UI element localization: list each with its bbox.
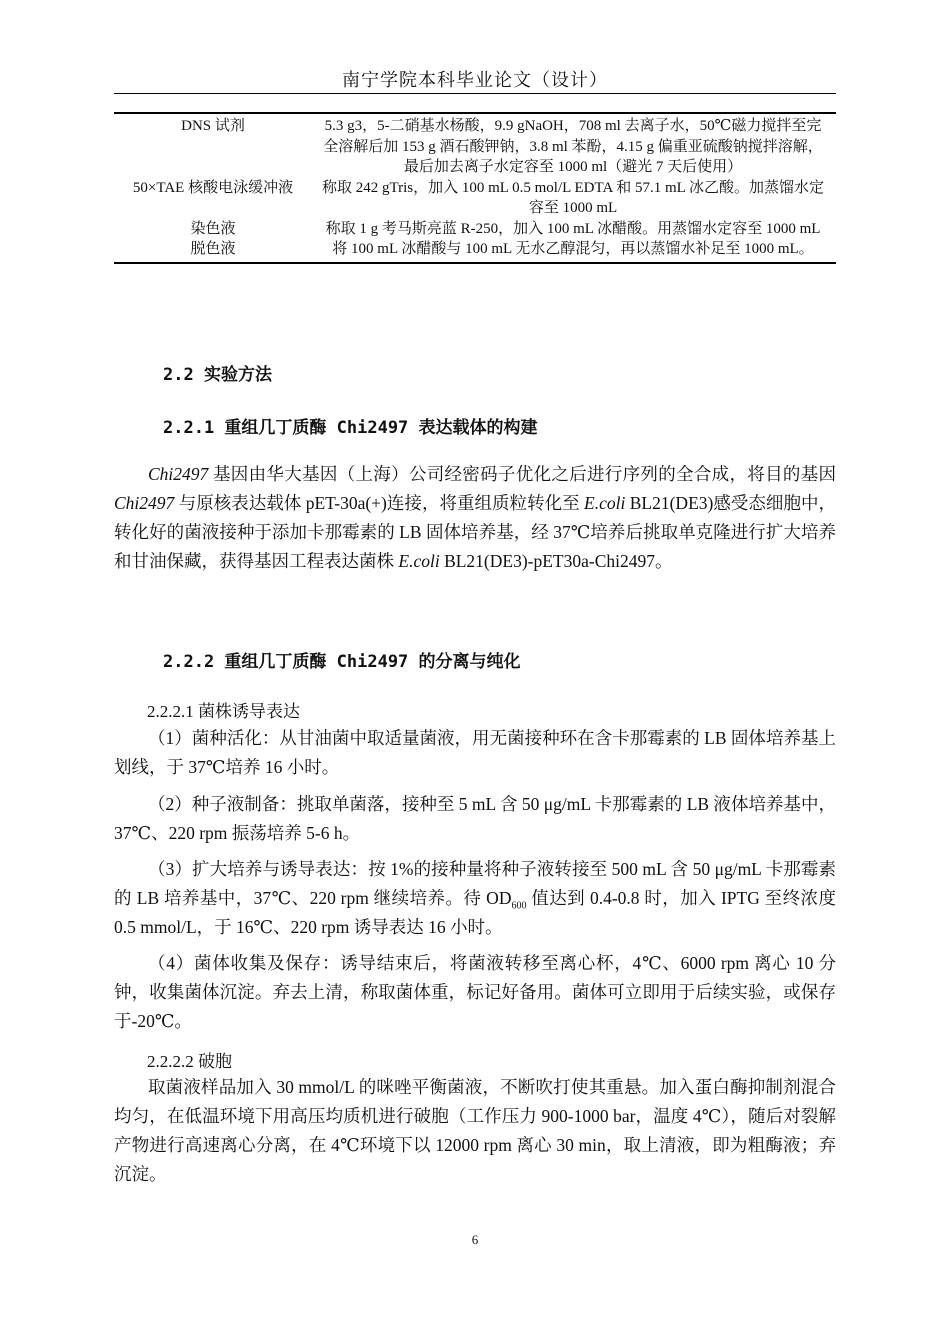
reagent-name: 染色液 (190, 220, 236, 237)
page-header-title: 南宁学院本科毕业论文（设计） (342, 70, 608, 90)
reagent-name: 50×TAE 核酸电泳缓冲液 (132, 179, 294, 196)
gene-name: Chi2497 (114, 493, 175, 513)
reagent-recipe: 5.3 g3，5-二硝基水杨酸，9.9 gNaOH，708 ml 去离子水，50℃磁力搅拌至完全溶解后加 153 g 酒石酸钾钠，3.8 ml 苯酚，4.15 g 偏重亚硫酸钠搅拌溶解，最后加去离子水定容至 1000 ml（避光 7 天后使用） (323, 118, 823, 175)
species-name: E.coli (584, 493, 626, 513)
reagent-name: DNS 试剂 (181, 118, 245, 134)
table-row (114, 113, 836, 178)
species-name: E.coli (398, 551, 440, 571)
paragraph-step-4: （4）菌体收集及保存：诱导结束后，将菌液转移至离心杯，4℃、6000 rpm 离心 10 分钟，收集菌体沉淀。弃去上清，称取菌体重，标记好备用。菌体可立即用于后续实验，或保存于-20℃。 (114, 953, 836, 1031)
table-row (114, 219, 836, 240)
section-heading-2-2: 2.2 实验方法 (163, 365, 272, 385)
paragraph-vector-construction: Chi2497 基因由华大基因（上海）公司经密码子优化之后进行序列的全合成，将目的基因 Chi2497 与原核表达载体 pET-30a(+)连接，将重组质粒转化至 E.coli BL21(DE3)感受态细胞中，转化好的菌液接种于添加卡那霉素的 LB 固体培养基，经 37℃培养后挑取单克隆进行扩大培养和甘油保藏，获得基因工程表达菌株 E.coli BL21(DE3)-pET30a-Chi2497。 (114, 464, 836, 571)
table-row (114, 178, 836, 219)
reagent-recipe: 称取 242 gTris，加入 100 mL 0.5 mol/L EDTA 和 57.1 mL 冰乙酸。加蒸馏水定容至 1000 mL (321, 179, 824, 216)
reagent-table (114, 112, 836, 264)
subsection-heading-2-2-2-1: 2.2.2.1 菌株诱导表达 (147, 702, 300, 721)
table-row (114, 239, 836, 263)
paragraph-step-1: （1）菌种活化：从甘油菌中取适量菌液，用无菌接种环在含卡那霉素的 LB 固体培养基上划线，于 37℃培养 16 小时。 (114, 728, 836, 777)
paragraph-step-3: （3）扩大培养与诱导表达：按 1%的接种量将种子液转接至 500 mL 含 50 μg/mL 卡那霉素的 LB 培养基中，37℃、220 rpm 继续培养。待 $OD_{600}$ 值达到 0.4-0.8 时，加入 IPTG 至终浓度 0.5 mmol/L，于 16℃、220 rpm 诱导表达 16 小时。 (114, 859, 837, 937)
section-heading-2-2-1: 2.2.1 重组几丁质酶 Chi2497 表达载体的构建 (163, 418, 538, 438)
subscript: 600 (511, 900, 527, 912)
header-divider (114, 93, 836, 94)
reagent-recipe: 称取 1 g 考马斯亮蓝 R-250，加入 100 mL 冰醋酸。用蒸馏水定容至 1000 mL (325, 220, 821, 237)
page-number: 6 (471, 1232, 479, 1247)
paragraph-step-2: （2）种子液制备：挑取单菌落，接种至 5 mL 含 50 μg/mL 卡那霉素的 LB 液体培养基中，37℃、220 rpm 振荡培养 5-6 h。 (114, 794, 836, 843)
section-heading-2-2-2: 2.2.2 重组几丁质酶 Chi2497 的分离与纯化 (163, 652, 521, 672)
gene-name: Chi2497 (148, 464, 209, 484)
reagent-name: 脱色液 (190, 241, 236, 257)
reagent-recipe: 将 100 mL 冰醋酸与 100 mL 无水乙醇混匀，再以蒸馏水补足至 1000 mL。 (332, 241, 814, 257)
paragraph-cell-lysis: 取菌液样品加入 30 mmol/L 的咪唑平衡菌液，不断吹打使其重悬。加入蛋白酶抑制剂混合均匀，在低温环境下用高压均质机进行破胞（工作压力 900-1000 bar，温度 4℃），随后对裂解产物进行高速离心分离，在 4℃环境下以 12000 rpm 离心 30 min，取上清液，即为粗酶液；弃沉淀。 (114, 1077, 836, 1184)
subsection-heading-2-2-2-2: 2.2.2.2 破胞 (147, 1052, 232, 1071)
